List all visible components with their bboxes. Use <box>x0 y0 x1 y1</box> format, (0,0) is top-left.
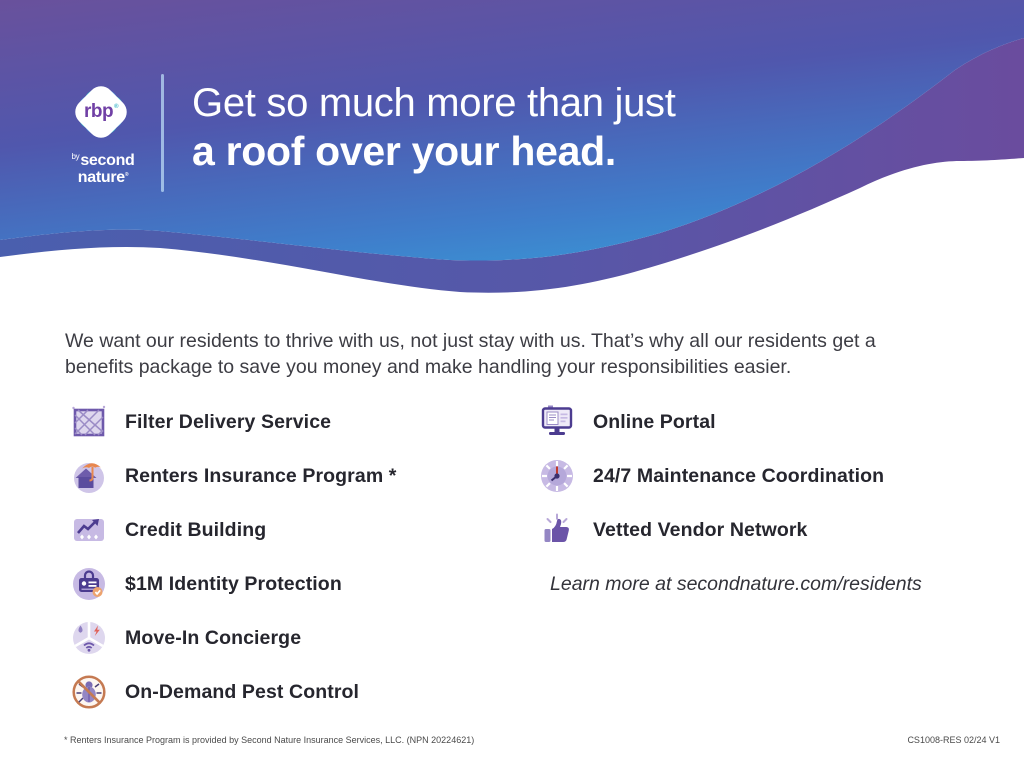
document-code: CS1008-RES 02/24 V1 <box>907 735 1000 745</box>
utilities-pie-icon <box>70 619 108 657</box>
intro-line1: We want our residents to thrive with us, not just stay with us. That’s why all our residents get a <box>65 330 876 352</box>
thumbs-up-icon <box>538 511 576 549</box>
benefit-label: $1M Identity Protection <box>125 572 342 595</box>
benefit-row-pest-control <box>70 665 396 719</box>
rbp-logo <box>58 70 148 200</box>
no-bug-icon <box>70 673 108 711</box>
intro-line2: benefits package to save you money and make handling your responsibilities easier. <box>65 355 792 378</box>
headline-line1: Get so much more than just <box>192 81 676 125</box>
insurance-disclaimer: * Renters Insurance Program is provided by Second Nature Insurance Services, LLC. (NPN 20224621) <box>64 735 475 745</box>
benefit-row-maintenance <box>538 449 922 503</box>
headline <box>192 79 676 175</box>
id-lock-badge-icon <box>70 565 108 603</box>
registered-mark: ® <box>114 104 119 110</box>
credit-chart-icon <box>70 511 108 549</box>
benefit-row-identity-protection <box>70 557 396 611</box>
benefit-row-renters-insurance <box>70 449 396 503</box>
benefit-row-credit-building <box>70 503 396 557</box>
headline-line2: a roof over your head. <box>192 128 617 174</box>
umbrella-house-icon <box>70 457 108 495</box>
benefits-column-left <box>70 395 396 719</box>
air-filter-icon <box>70 403 108 441</box>
benefit-row-vendor-network <box>538 503 922 557</box>
benefits-column-right <box>538 395 922 611</box>
benefit-label: Online Portal <box>593 410 716 433</box>
benefit-row-online-portal <box>538 395 922 449</box>
benefit-row-filter-delivery <box>70 395 396 449</box>
intro-paragraph <box>65 329 965 380</box>
benefit-label: Move-In Concierge <box>125 626 302 649</box>
benefit-label: Renters Insurance Program * <box>125 464 397 487</box>
benefit-row-move-in-concierge <box>70 611 396 665</box>
clock-gauge-icon <box>538 457 576 495</box>
benefit-label: On-Demand Pest Control <box>125 680 360 703</box>
benefit-label: Credit Building <box>125 518 267 541</box>
logo-wordmark: rbp ® <box>83 101 119 122</box>
benefit-label: 24/7 Maintenance Coordination <box>593 464 885 487</box>
benefit-label: Filter Delivery Service <box>125 410 332 433</box>
learn-more-text: Learn more at secondnature.com/residents <box>550 572 922 595</box>
monitor-portal-icon <box>538 403 576 441</box>
second-nature-wordmark: $^{by}$second nature® <box>71 152 135 186</box>
benefit-label: Vetted Vendor Network <box>593 518 808 541</box>
header-divider-line <box>161 74 164 192</box>
